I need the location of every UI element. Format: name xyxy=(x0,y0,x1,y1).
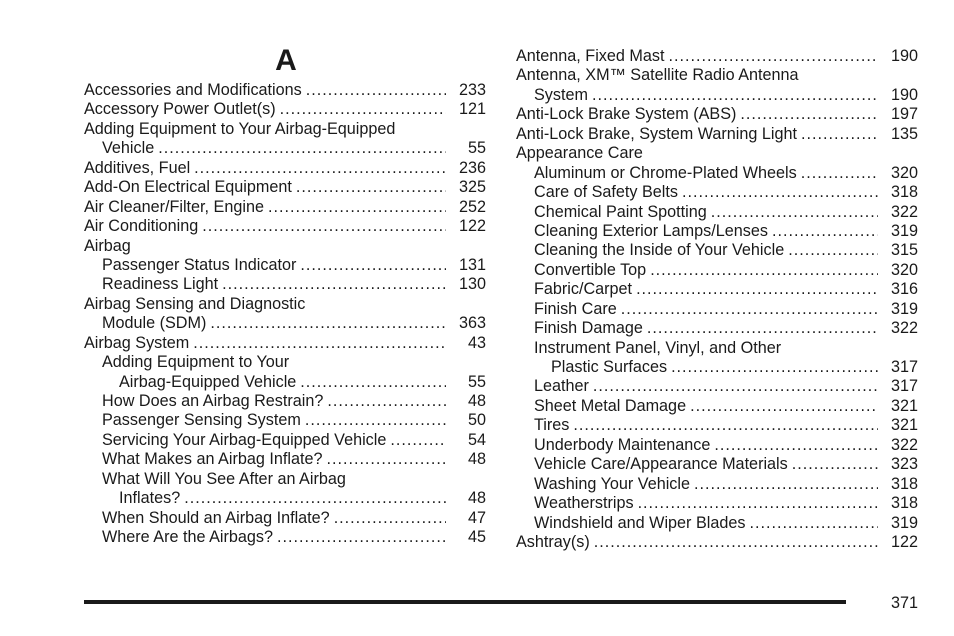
index-entry xyxy=(516,144,918,163)
index-entry xyxy=(84,392,486,411)
index-entry-label: Passenger Status Indicator xyxy=(102,255,297,274)
index-entry-page: 47 xyxy=(467,508,486,527)
index-entry xyxy=(516,358,918,377)
index-column-right xyxy=(516,47,918,552)
index-entry xyxy=(516,203,918,222)
index-entry-page: 322 xyxy=(890,319,918,338)
index-entry-page: 121 xyxy=(458,100,486,119)
index-entry xyxy=(516,319,918,338)
index-entry-label: Accessory Power Outlet(s) xyxy=(84,100,276,119)
index-entry xyxy=(84,431,486,450)
index-entry-label: How Does an Airbag Restrain? xyxy=(102,392,324,410)
dot-leader xyxy=(594,533,878,552)
index-entry-label: What Makes an Airbag Inflate? xyxy=(102,450,323,469)
index-entry-label: Airbag xyxy=(84,236,131,255)
index-entry xyxy=(84,237,486,256)
index-entry xyxy=(516,416,918,435)
dot-leader xyxy=(390,431,446,450)
dot-leader xyxy=(792,455,878,474)
index-entry xyxy=(516,475,918,494)
dot-leader xyxy=(671,358,878,377)
index-entry-page: 318 xyxy=(890,494,918,513)
index-entry-label: Leather xyxy=(534,377,589,396)
index-entry-label: Washing Your Vehicle xyxy=(534,474,690,493)
index-entry xyxy=(84,198,486,217)
dot-leader xyxy=(621,300,878,319)
index-entry-page: 319 xyxy=(890,221,918,240)
index-entry xyxy=(516,125,918,144)
index-entry xyxy=(516,183,918,202)
index-entry xyxy=(84,528,486,547)
index-entry-page: 320 xyxy=(890,260,918,279)
index-entry xyxy=(516,164,918,183)
dot-leader xyxy=(668,47,878,66)
dot-leader xyxy=(306,81,446,100)
index-entry xyxy=(84,509,486,528)
dot-leader xyxy=(268,198,446,217)
page-number: 371 xyxy=(890,594,918,612)
index-entry-label: Care of Safety Belts xyxy=(534,183,678,202)
index-entry xyxy=(84,373,486,392)
index-entry-label: Inflates? xyxy=(119,489,181,508)
index-entry-page: 197 xyxy=(890,105,918,124)
index-entry xyxy=(516,86,918,105)
index-entry xyxy=(84,100,486,119)
index-entry-label: Airbag System xyxy=(84,333,190,352)
index-entry xyxy=(516,105,918,124)
index-entry-label: Adding Equipment to Your Airbag-Equipped xyxy=(84,119,396,138)
index-entry-page: 190 xyxy=(890,47,918,65)
index-entry-label: What Will You See After an Airbag xyxy=(102,469,346,488)
dot-leader xyxy=(749,514,878,533)
index-entry-page: 236 xyxy=(458,158,486,177)
index-entry-label: Anti-Lock Brake, System Warning Light xyxy=(516,124,797,143)
index-entry-label: Vehicle xyxy=(102,139,155,158)
index-entry-label: Underbody Maintenance xyxy=(534,435,711,454)
dot-leader xyxy=(210,314,446,333)
index-entry-page: 321 xyxy=(890,416,918,435)
dot-leader xyxy=(772,222,878,241)
index-entry-label: Fabric/Carpet xyxy=(534,280,633,299)
index-entry-label: Module (SDM) xyxy=(102,314,207,333)
index-entry-page: 122 xyxy=(890,532,918,551)
index-entry-label: Tires xyxy=(534,416,570,435)
index-entry xyxy=(84,256,486,275)
index-entry-label: Cleaning Exterior Lamps/Lenses xyxy=(534,221,768,240)
index-entry-page: 317 xyxy=(890,377,918,396)
index-entry-label: Add-On Electrical Equipment xyxy=(84,178,292,197)
index-entry-page: 319 xyxy=(890,299,918,318)
index-entry xyxy=(84,489,486,508)
index-entry-label: Antenna, Fixed Mast xyxy=(516,47,665,65)
index-entry xyxy=(84,81,486,100)
index-entry-label: Windshield and Wiper Blades xyxy=(534,513,746,532)
dot-leader xyxy=(327,392,446,411)
dot-leader xyxy=(740,105,878,124)
index-entry-page: 317 xyxy=(890,358,918,376)
dot-leader xyxy=(300,256,446,275)
index-column-left xyxy=(84,81,486,548)
index-entry xyxy=(516,377,918,396)
index-entry-page: 321 xyxy=(890,396,918,415)
index-entry-page: 48 xyxy=(467,392,486,410)
index-entry xyxy=(516,222,918,241)
index-entry xyxy=(516,66,918,85)
index-entry-label: Air Conditioning xyxy=(84,217,199,236)
index-entry-page: 50 xyxy=(467,411,486,430)
index-entry-page: 319 xyxy=(890,513,918,532)
index-entry xyxy=(516,241,918,260)
index-entry-page: 130 xyxy=(458,275,486,294)
index-entry-page: 48 xyxy=(467,489,486,508)
index-entry-label: Additives, Fuel xyxy=(84,158,191,177)
index-entry-label: Chemical Paint Spotting xyxy=(534,202,707,221)
dot-leader xyxy=(801,164,878,183)
index-entry xyxy=(84,470,486,489)
index-entry xyxy=(516,533,918,552)
dot-leader xyxy=(305,411,446,430)
index-entry-page: 320 xyxy=(890,163,918,182)
index-entry-label: Plastic Surfaces xyxy=(551,358,668,376)
index-entry-page: 322 xyxy=(890,202,918,221)
dot-leader xyxy=(194,159,446,178)
index-entry xyxy=(516,339,918,358)
index-entry xyxy=(84,159,486,178)
dot-leader xyxy=(573,416,878,435)
index-entry-page: 48 xyxy=(467,450,486,469)
index-entry-label: Servicing Your Airbag-Equipped Vehicle xyxy=(102,430,387,449)
index-entry-page: 131 xyxy=(458,255,486,274)
index-entry-label: Weatherstrips xyxy=(534,494,634,513)
index-entry-label: Finish Care xyxy=(534,299,617,318)
index-entry-label: Ashtray(s) xyxy=(516,532,590,551)
dot-leader xyxy=(788,241,878,260)
index-entry-page: 135 xyxy=(890,124,918,143)
index-entry-page: 55 xyxy=(467,139,486,158)
index-entry-page: 325 xyxy=(458,178,486,197)
index-entry xyxy=(84,178,486,197)
dot-leader xyxy=(636,280,878,299)
index-entry-label: Vehicle Care/Appearance Materials xyxy=(534,455,788,474)
index-entry-label: Cleaning the Inside of Your Vehicle xyxy=(534,241,785,260)
index-entry-label: Finish Damage xyxy=(534,319,643,338)
index-entry-label: System xyxy=(534,85,588,104)
index-entry-page: 252 xyxy=(458,197,486,216)
dot-leader xyxy=(682,183,878,202)
dot-leader xyxy=(714,436,878,455)
dot-leader xyxy=(694,475,878,494)
index-entry-page: 45 xyxy=(467,528,486,547)
index-entry-page: 122 xyxy=(458,217,486,236)
index-entry xyxy=(516,494,918,513)
index-entry-label: Air Cleaner/Filter, Engine xyxy=(84,197,264,216)
index-entry-label: Adding Equipment to Your xyxy=(102,353,290,372)
index-entry-label: Antenna, XM™ Satellite Radio Antenna xyxy=(516,66,799,85)
dot-leader xyxy=(193,334,446,353)
index-entry xyxy=(516,280,918,299)
index-entry xyxy=(516,300,918,319)
index-entry-label: Where Are the Airbags? xyxy=(102,528,273,547)
index-entry-page: 43 xyxy=(467,333,486,352)
index-entry-label: Readiness Light xyxy=(102,275,219,294)
dot-leader xyxy=(202,217,446,236)
index-entry-label: Anti-Lock Brake System (ABS) xyxy=(516,105,737,124)
index-entry xyxy=(84,450,486,469)
index-entry xyxy=(516,47,918,66)
index-entry-label: Accessories and Modifications xyxy=(84,81,302,99)
index-entry xyxy=(84,120,486,139)
dot-leader xyxy=(222,275,446,294)
index-entry-page: 318 xyxy=(890,474,918,493)
dot-leader xyxy=(711,203,878,222)
dot-leader xyxy=(277,528,446,547)
index-entry-page: 363 xyxy=(458,314,486,333)
index-entry-page: 55 xyxy=(467,372,486,391)
index-entry-label: Airbag Sensing and Diagnostic xyxy=(84,294,306,313)
footer-rule xyxy=(84,600,846,604)
dot-leader xyxy=(592,86,878,105)
index-entry-label: Instrument Panel, Vinyl, and Other xyxy=(534,338,782,357)
index-entry-page: 233 xyxy=(458,81,486,99)
dot-leader xyxy=(280,100,446,119)
index-entry-label: Airbag-Equipped Vehicle xyxy=(119,372,297,391)
index-entry xyxy=(84,411,486,430)
dot-leader xyxy=(593,377,878,396)
index-entry xyxy=(84,314,486,333)
index-entry-page: 323 xyxy=(890,455,918,474)
index-entry xyxy=(516,261,918,280)
index-entry xyxy=(516,455,918,474)
index-entry-label: Appearance Care xyxy=(516,144,643,163)
index-entry-page: 190 xyxy=(890,85,918,104)
index-entry-page: 322 xyxy=(890,435,918,454)
index-entry-page: 54 xyxy=(467,430,486,449)
index-entry xyxy=(84,139,486,158)
index-entry xyxy=(516,514,918,533)
index-entry xyxy=(516,397,918,416)
dot-leader xyxy=(334,509,446,528)
index-entry xyxy=(84,295,486,314)
dot-leader xyxy=(650,261,878,280)
dot-leader xyxy=(158,139,446,158)
index-entry xyxy=(84,353,486,372)
index-entry-label: Sheet Metal Damage xyxy=(534,396,687,415)
index-entry xyxy=(84,217,486,236)
dot-leader xyxy=(326,450,446,469)
dot-leader xyxy=(638,494,878,513)
index-entry-label: Passenger Sensing System xyxy=(102,411,301,430)
dot-leader xyxy=(801,125,878,144)
index-entry xyxy=(84,334,486,353)
index-entry-page: 315 xyxy=(890,241,918,260)
index-entry-label: Convertible Top xyxy=(534,260,647,279)
dot-leader xyxy=(647,319,878,338)
dot-leader xyxy=(296,178,446,197)
index-entry-label: Aluminum or Chrome-Plated Wheels xyxy=(534,163,797,182)
index-entry-page: 316 xyxy=(890,280,918,299)
index-entry xyxy=(84,275,486,294)
dot-leader xyxy=(184,489,446,508)
index-entry-page: 318 xyxy=(890,183,918,202)
index-entry xyxy=(516,436,918,455)
dot-leader xyxy=(300,373,446,392)
section-letter: A xyxy=(275,44,297,77)
index-entry-label: When Should an Airbag Inflate? xyxy=(102,508,330,527)
dot-leader xyxy=(690,397,878,416)
